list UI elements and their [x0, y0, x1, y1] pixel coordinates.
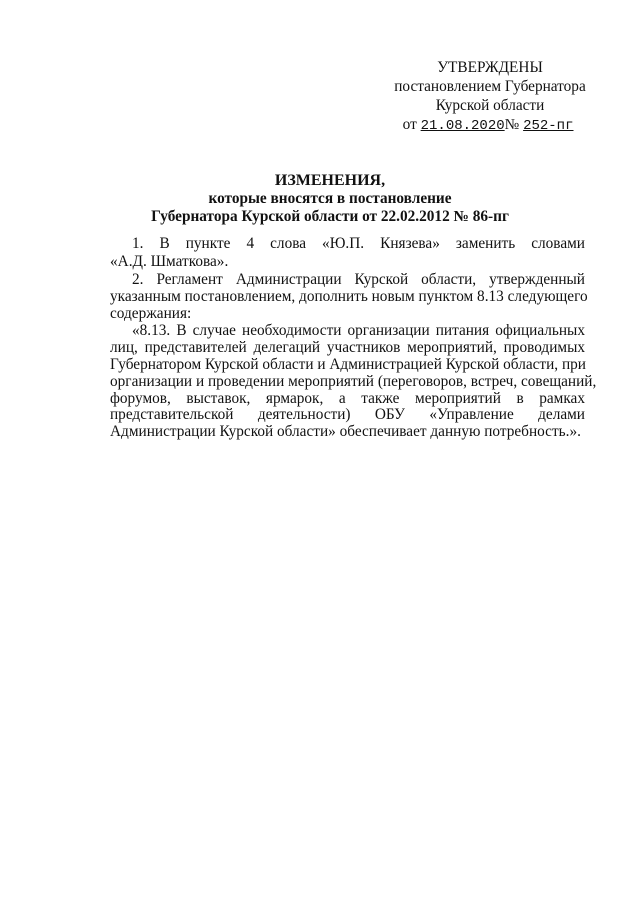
approval-date-line [380, 115, 600, 136]
body-line: 1. В пункте 4 слова «Ю.П. Князева» заменить словами [132, 235, 585, 252]
body-line: представительской деятельности) ОБУ «Управление делами [110, 406, 585, 423]
approval-heading: УТВЕРЖДЕНЫ [437, 59, 543, 76]
document-title: ИЗМЕНЕНИЯ, [274, 172, 386, 189]
approval-number: 252-пг [523, 118, 574, 134]
date-prefix: от [402, 116, 417, 133]
body-line: форумов, выставок, ярмарок, а также мероприятий в рамках [110, 390, 585, 407]
body-line: 2. Регламент Администрации Курской области, утвержденный [132, 271, 585, 288]
body-line: указанным постановлением, дополнить новым пунктом 8.13 следующего [110, 288, 588, 305]
body-line: организации и проведении мероприятий (переговоров, встреч, совещаний, [110, 373, 597, 390]
body-line: лиц, представителей делегаций участников мероприятий, проводимых [110, 339, 585, 356]
body-line: «8.13. В случае необходимости организации питания официальных [132, 322, 585, 339]
body-line: «А.Д. Шматкова». [110, 253, 229, 270]
document-subtitle-1: которые вносятся в постановление [208, 190, 452, 207]
approval-block [380, 58, 600, 136]
approval-date: 21.08.2020 [420, 118, 505, 134]
body-line: содержания: [110, 305, 192, 322]
approval-line1: постановлением Губернатора [394, 78, 586, 95]
approval-line2: Курской области [435, 97, 545, 114]
body-line: Администрации Курской области» обеспечивает данную потребность.». [110, 423, 581, 440]
body-line: Губернатором Курской области и Администрацией Курской области, при [110, 356, 586, 373]
number-sign: № [504, 116, 520, 133]
document-subtitle-2: Губернатора Курской области от 22.02.2012 № 86-пг [151, 208, 509, 225]
